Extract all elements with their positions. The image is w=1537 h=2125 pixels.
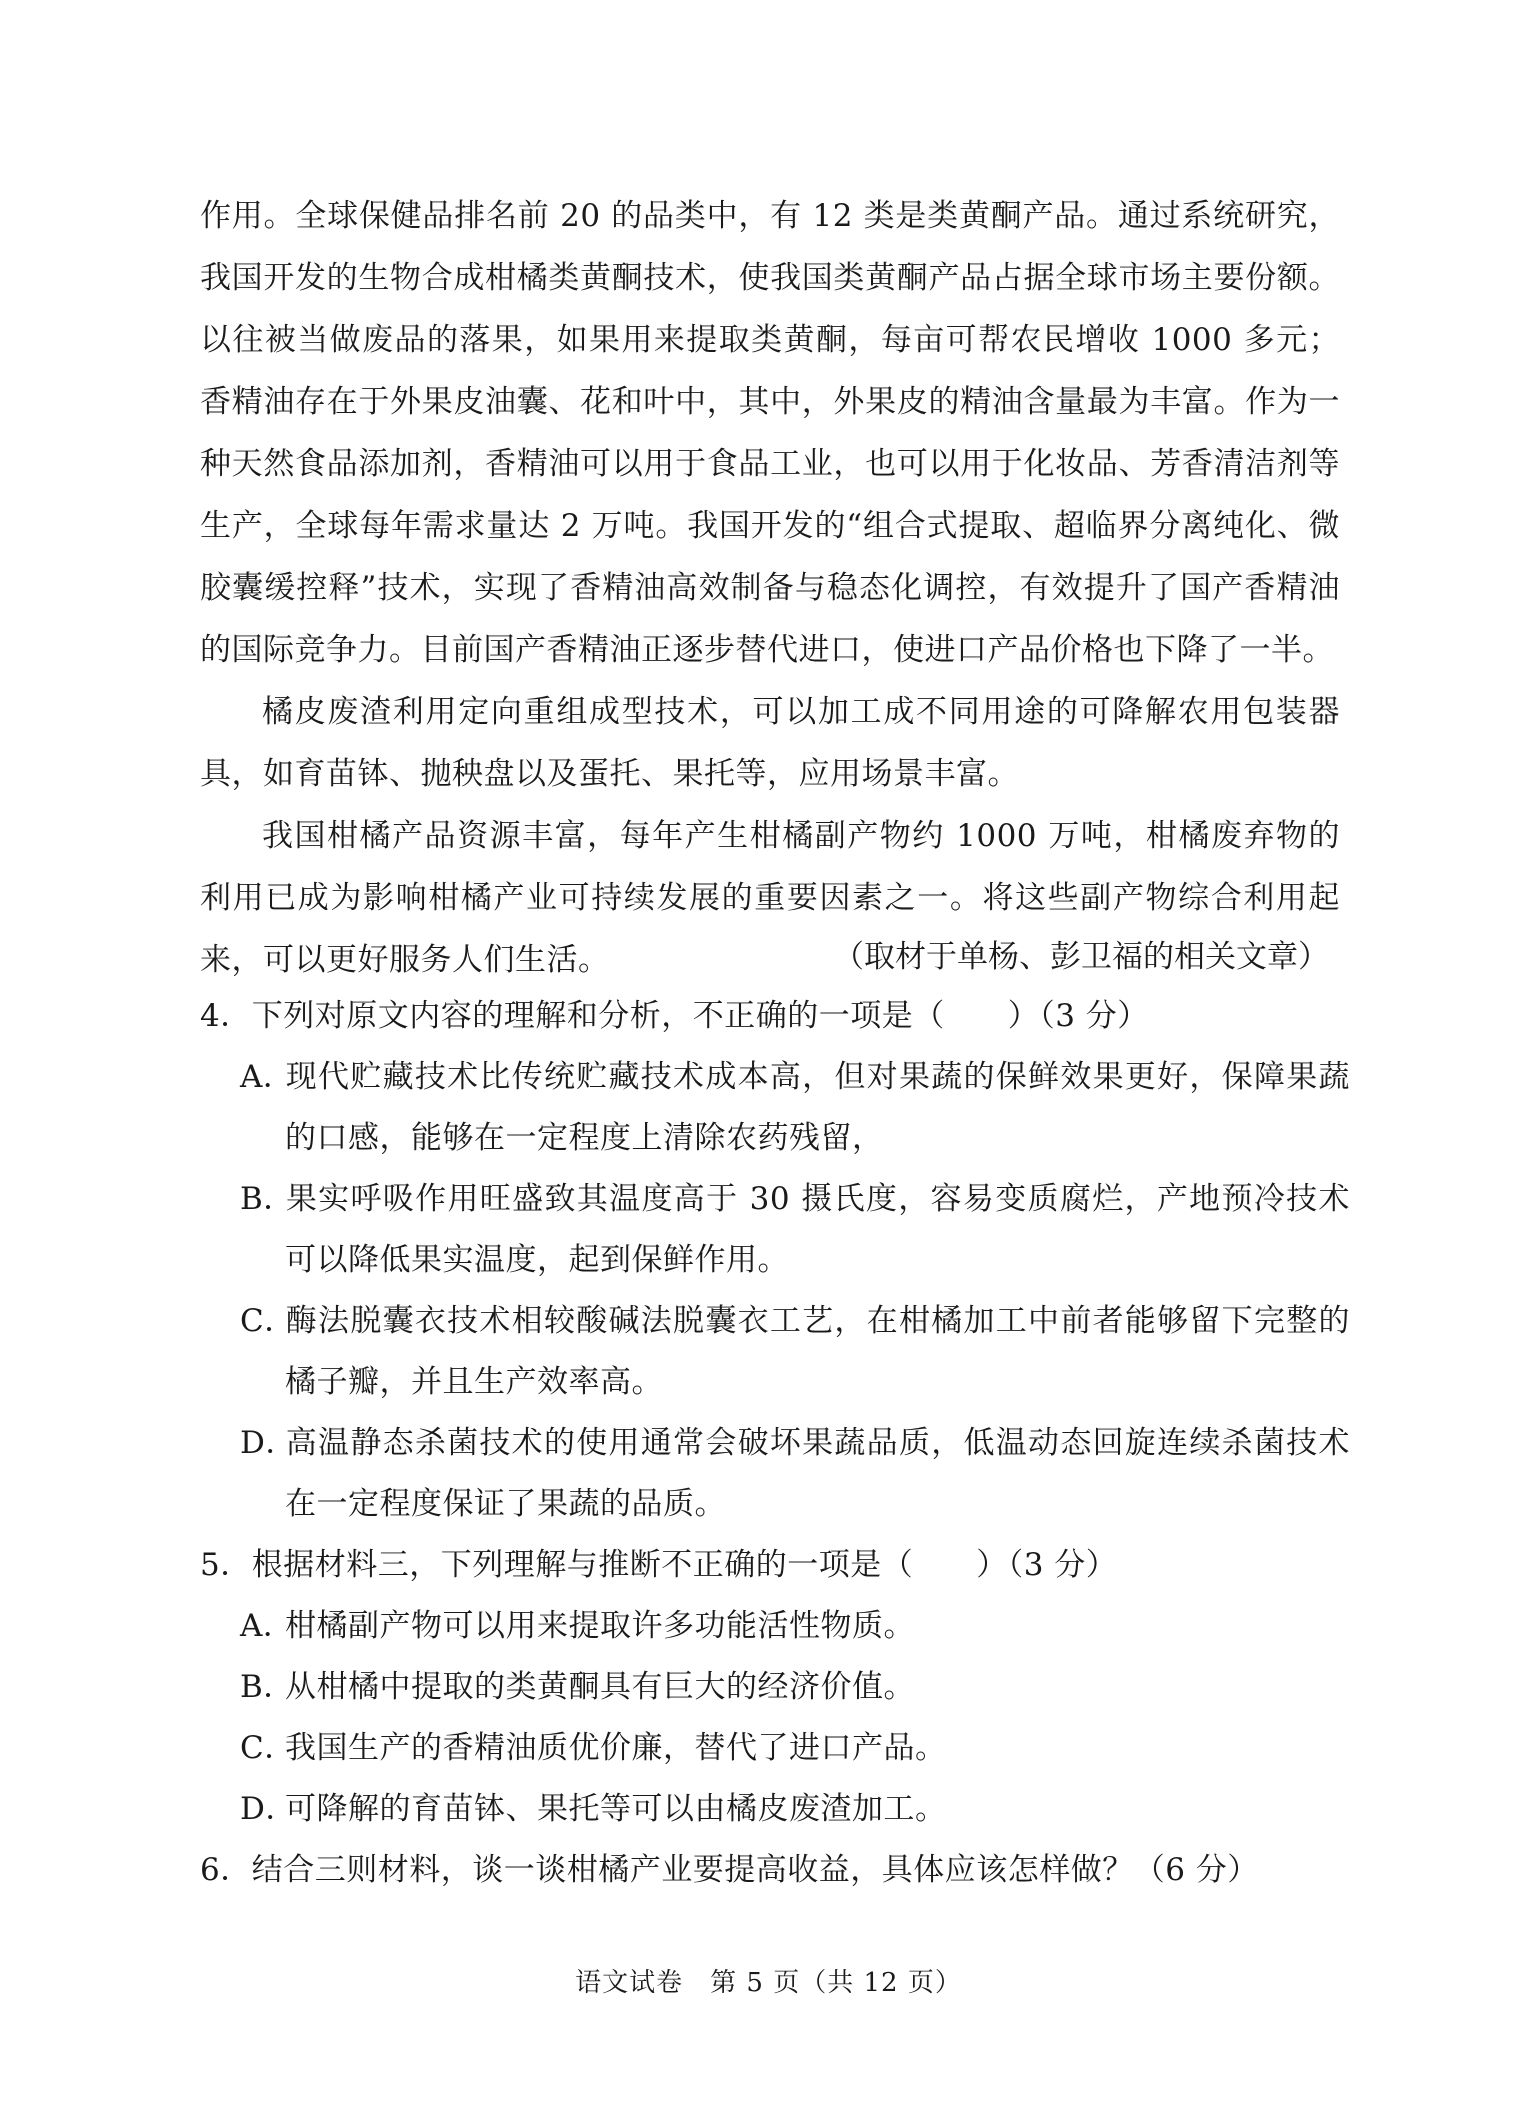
option-d bbox=[240, 1779, 1350, 1840]
option-text: 高温静态杀菌技术的使用通常会破坏果蔬品质，低温动态回旋连续杀菌技术在一定程度保证了果蔬的品质。 bbox=[285, 1425, 1350, 1522]
option-a bbox=[240, 1596, 1350, 1657]
option-letter: D． bbox=[240, 1425, 297, 1461]
option-a bbox=[240, 1047, 1350, 1169]
option-b bbox=[240, 1657, 1350, 1718]
option-text: 柑橘副产物可以用来提取许多功能活性物质。 bbox=[285, 1608, 915, 1644]
question-4 bbox=[200, 986, 1350, 1535]
question-stem: 4．下列对原文内容的理解和分析，不正确的一项是（ ）（3 分） bbox=[200, 998, 1149, 1034]
option-letter: A． bbox=[240, 1059, 295, 1095]
option-c bbox=[240, 1718, 1350, 1779]
question-6 bbox=[200, 1840, 1350, 1901]
option-b bbox=[240, 1169, 1350, 1291]
option-letter: D． bbox=[240, 1791, 297, 1827]
option-letter: B． bbox=[240, 1669, 295, 1705]
question-5 bbox=[200, 1535, 1350, 1840]
passage-paragraph: 橘皮废渣利用定向重组成型技术，可以加工成不同用途的可降解农用包装器具，如育苗钵、抛秧盘以及蛋托、果托等，应用场景丰富。 bbox=[200, 694, 1340, 792]
option-text: 从柑橘中提取的类黄酮具有巨大的经济价值。 bbox=[285, 1669, 915, 1705]
option-text: 可降解的育苗钵、果托等可以由橘皮废渣加工。 bbox=[285, 1791, 947, 1827]
option-text: 现代贮藏技术比传统贮藏技术成本高，但对果蔬的保鲜效果更好，保障果蔬的口感，能够在一定程度上清除农药残留， bbox=[285, 1059, 1350, 1156]
passage-paragraph: 作用。全球保健品排名前 20 的品类中，有 12 类是类黄酮产品。通过系统研究，我国开发的生物合成柑橘类黄酮技术，使我国类黄酮产品占据全球市场主要份额。以往被当做废品的落果，如果用来提取类黄酮，每亩可帮农民增收 1000 多元；香精油存在于外果皮油囊、花和叶中，其中，外果皮的精油含量最为丰富。作为一种天然食品添加剂，香精油可以用于食品工业，也可以用于化妆品、芳香清洁剂等生产，全球每年需求量达 2 万吨。我国开发的“组合式提取、超临界分离纯化、微胶囊缓控释”技术，实现了香精油高效制备与稳态化调控，有效提升了国产香精油的国际竞争力。目前国产香精油正逐步替代进口，使进口产品价格也下降了一半。 bbox=[200, 198, 1340, 668]
option-text: 果实呼吸作用旺盛致其温度高于 30 摄氏度，容易变质腐烂，产地预冷技术可以降低果实温度，起到保鲜作用。 bbox=[285, 1181, 1350, 1278]
page-footer: 语文试卷 第 5 页（共 12 页） bbox=[575, 1968, 962, 1998]
question-stem: 6．结合三则材料，谈一谈柑橘产业要提高收益，具体应该怎样做？（6 分） bbox=[200, 1852, 1259, 1888]
option-text: 我国生产的香精油质优价廉，替代了进口产品。 bbox=[285, 1730, 947, 1766]
option-c bbox=[240, 1291, 1350, 1413]
option-text: 酶法脱囊衣技术相较酸碱法脱囊衣工艺，在柑橘加工中前者能够留下完整的橘子瓣，并且生产效率高。 bbox=[285, 1303, 1350, 1400]
question-stem: 5．根据材料三，下列理解与推断不正确的一项是（ ）（3 分） bbox=[200, 1547, 1118, 1583]
option-letter: A． bbox=[240, 1608, 295, 1644]
option-letter: C． bbox=[240, 1303, 296, 1339]
passage-source: （取材于单杨、彭卫福的相关文章） bbox=[833, 939, 1329, 975]
question-section bbox=[200, 986, 1350, 1901]
option-letter: C． bbox=[240, 1730, 296, 1766]
option-letter: B． bbox=[240, 1181, 295, 1217]
reading-passage bbox=[200, 185, 1340, 991]
passage-paragraph: 我国柑橘产品资源丰富，每年产生柑橘副产物约 1000 万吨，柑橘废弃物的利用已成为影响柑橘产业可持续发展的重要因素之一。将这些副产物综合利用起来，可以更好服务人们生活。 bbox=[200, 818, 1340, 978]
option-d bbox=[240, 1413, 1350, 1535]
